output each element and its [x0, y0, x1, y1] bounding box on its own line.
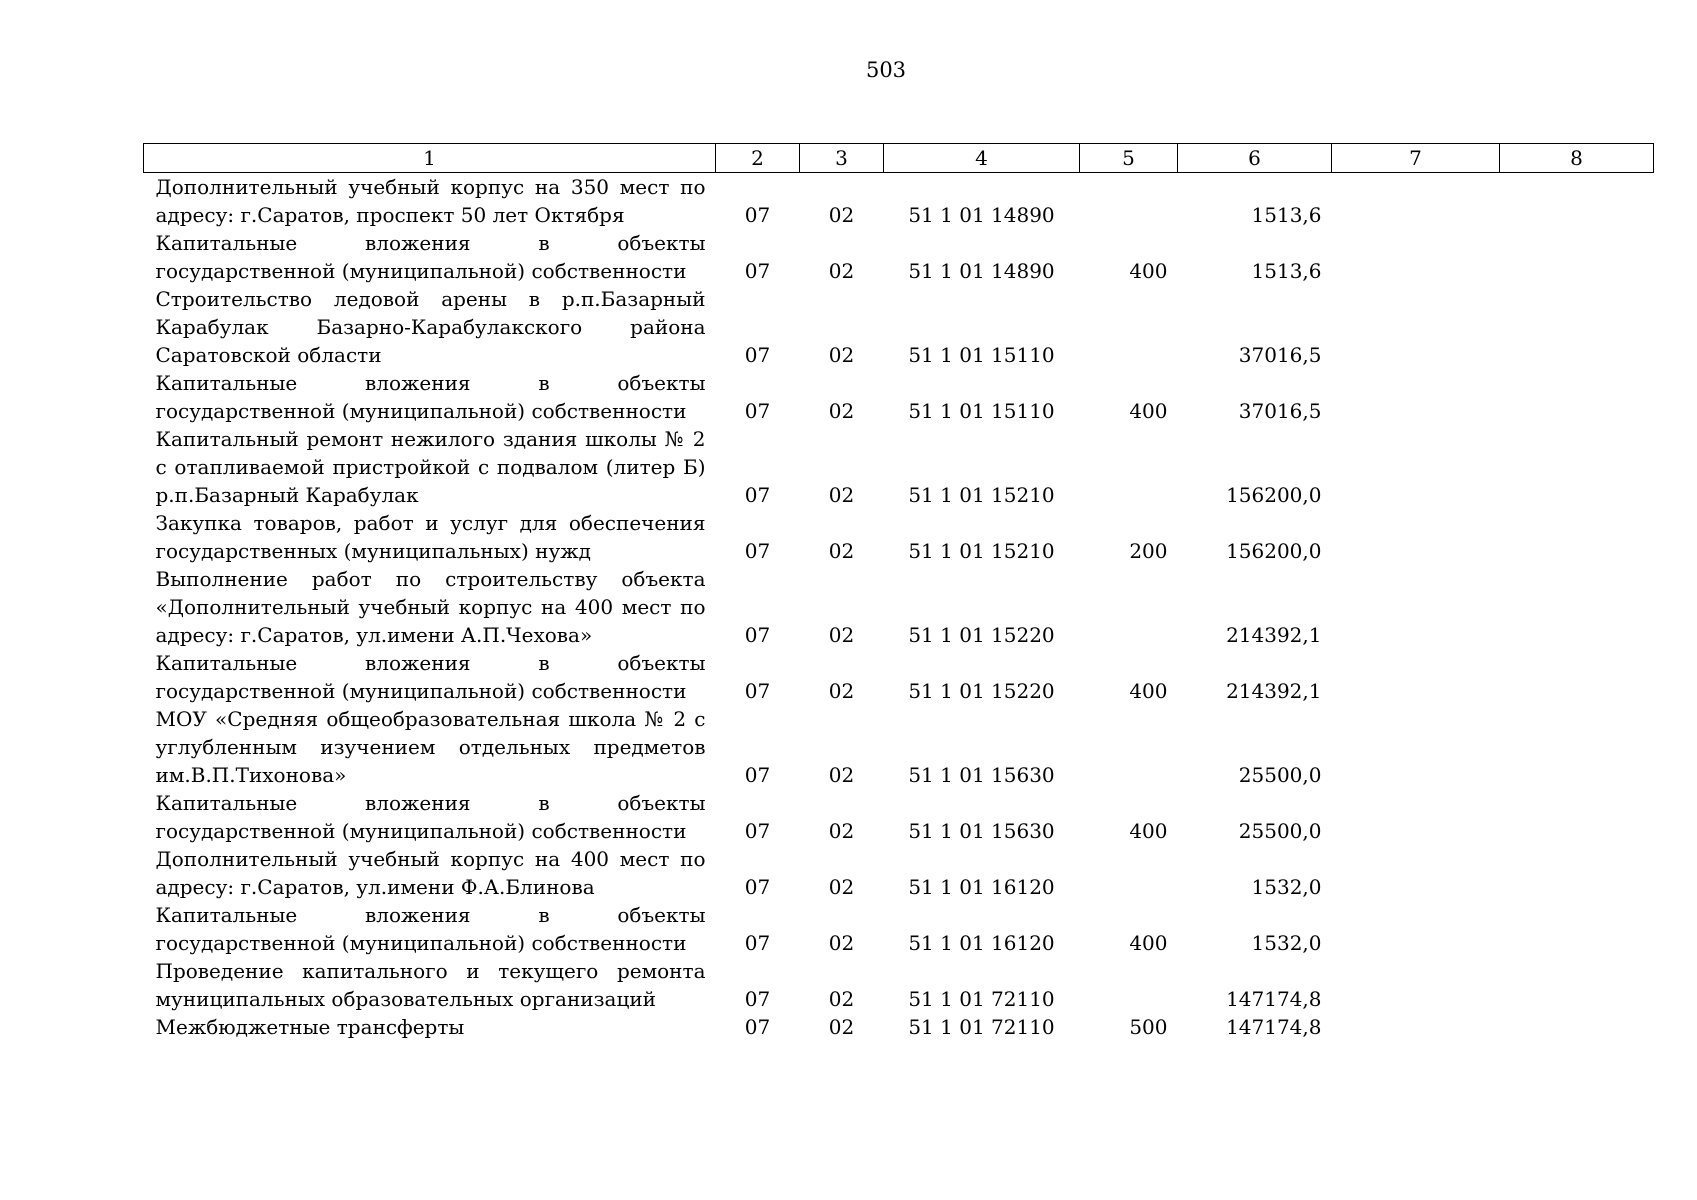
column-7-cell: [1332, 1013, 1500, 1041]
section-code-cell: 07: [744, 987, 771, 1011]
expense-type-cell: 400: [1129, 399, 1168, 423]
target-article-cell: 51 1 01 14890: [908, 203, 1055, 227]
column-7-cell: [1332, 957, 1500, 1013]
expense-name-cell: Капитальные вложения в объекты государственной (муниципальной) собственности: [155, 903, 706, 955]
expense-name-cell: Выполнение работ по строительству объекта «Дополнительный учебный корпус на 400 мест по адресу: г.Саратов, ул.имени А.П.Чехова»: [155, 567, 706, 647]
expense-type-cell: 400: [1129, 931, 1168, 955]
column-header-5: 5: [1080, 144, 1178, 173]
column-header-3: 3: [800, 144, 884, 173]
table-row: [144, 425, 1654, 509]
section-code-cell: 07: [744, 259, 771, 283]
section-code-cell: 07: [744, 483, 771, 507]
column-7-cell: [1332, 285, 1500, 369]
amount-cell: 25500,0: [1238, 763, 1322, 787]
target-article-cell: 51 1 01 15110: [908, 343, 1055, 367]
expense-name-cell: МОУ «Средняя общеобразовательная школа № 2 с углубленным изучением отдельных предметов им.В.П.Тихонова»: [155, 707, 706, 787]
expense-name-cell: Закупка товаров, работ и услуг для обеспечения государственных (муниципальных) нужд: [155, 511, 706, 563]
target-article-cell: 51 1 01 15630: [908, 819, 1055, 843]
expense-name-cell: Капитальные вложения в объекты государственной (муниципальной) собственности: [155, 791, 706, 843]
section-code-cell: 07: [744, 819, 771, 843]
target-article-cell: 51 1 01 72110: [908, 1015, 1055, 1039]
expense-type-cell: [1080, 285, 1178, 369]
section-code-cell: 07: [744, 1015, 771, 1039]
table-row: [144, 229, 1654, 285]
subsection-code-cell: 02: [828, 875, 855, 899]
expense-type-cell: [1080, 705, 1178, 789]
table-row: [144, 565, 1654, 649]
subsection-code-cell: 02: [828, 987, 855, 1011]
column-7-cell: [1332, 173, 1500, 230]
section-code-cell: 07: [744, 931, 771, 955]
column-7-cell: [1332, 845, 1500, 901]
column-7-cell: [1332, 565, 1500, 649]
column-8-cell: [1500, 901, 1654, 957]
column-8-cell: [1500, 173, 1654, 230]
section-code-cell: 07: [744, 399, 771, 423]
expense-name-cell: Межбюджетные трансферты: [155, 1015, 465, 1039]
target-article-cell: 51 1 01 15210: [908, 539, 1055, 563]
amount-cell: 37016,5: [1238, 343, 1322, 367]
table-row: [144, 957, 1654, 1013]
column-header-8: 8: [1500, 144, 1654, 173]
section-code-cell: 07: [744, 623, 771, 647]
section-code-cell: 07: [744, 679, 771, 703]
expense-name-cell: Капитальные вложения в объекты государственной (муниципальной) собственности: [155, 371, 706, 423]
subsection-code-cell: 02: [828, 623, 855, 647]
subsection-code-cell: 02: [828, 819, 855, 843]
section-code-cell: 07: [744, 875, 771, 899]
subsection-code-cell: 02: [828, 931, 855, 955]
subsection-code-cell: 02: [828, 483, 855, 507]
column-7-cell: [1332, 509, 1500, 565]
amount-cell: 1513,6: [1251, 259, 1322, 283]
table-row: [144, 845, 1654, 901]
subsection-code-cell: 02: [828, 259, 855, 283]
column-7-cell: [1332, 229, 1500, 285]
expense-name-cell: Капитальный ремонт нежилого здания школы № 2 с отапливаемой пристройкой с подвалом (литер Б) р.п.Базарный Карабулак: [155, 427, 706, 507]
header-row: [144, 144, 1654, 173]
amount-cell: 1532,0: [1251, 931, 1322, 955]
table-row: [144, 1013, 1654, 1041]
column-8-cell: [1500, 789, 1654, 845]
column-7-cell: [1332, 369, 1500, 425]
amount-cell: 156200,0: [1226, 483, 1322, 507]
subsection-code-cell: 02: [828, 763, 855, 787]
target-article-cell: 51 1 01 15220: [908, 679, 1055, 703]
page-number: 503: [865, 58, 907, 82]
expense-name-cell: Капитальные вложения в объекты государственной (муниципальной) собственности: [155, 231, 706, 283]
expense-name-cell: Строительство ледовой арены в р.п.Базарный Карабулак Базарно-Карабулакского района Саратовской области: [155, 287, 706, 367]
section-code-cell: 07: [744, 343, 771, 367]
column-8-cell: [1500, 565, 1654, 649]
amount-cell: 1513,6: [1251, 203, 1322, 227]
amount-cell: 25500,0: [1238, 819, 1322, 843]
target-article-cell: 51 1 01 15210: [908, 483, 1055, 507]
budget-table: [143, 143, 1654, 1041]
subsection-code-cell: 02: [828, 679, 855, 703]
amount-cell: 1532,0: [1251, 875, 1322, 899]
target-article-cell: 51 1 01 15630: [908, 763, 1055, 787]
expense-type-cell: [1080, 173, 1178, 230]
column-8-cell: [1500, 1013, 1654, 1041]
column-8-cell: [1500, 369, 1654, 425]
expense-type-cell: 200: [1129, 539, 1168, 563]
column-8-cell: [1500, 509, 1654, 565]
expense-type-cell: 500: [1129, 1015, 1168, 1039]
subsection-code-cell: 02: [828, 399, 855, 423]
expense-type-cell: 400: [1129, 259, 1168, 283]
subsection-code-cell: 02: [828, 1015, 855, 1039]
column-8-cell: [1500, 425, 1654, 509]
table-row: [144, 173, 1654, 230]
table-body: [144, 173, 1654, 1042]
target-article-cell: 51 1 01 72110: [908, 987, 1055, 1011]
column-8-cell: [1500, 705, 1654, 789]
column-8-cell: [1500, 845, 1654, 901]
amount-cell: 37016,5: [1238, 399, 1322, 423]
column-header-4: 4: [884, 144, 1080, 173]
table-row: [144, 509, 1654, 565]
column-7-cell: [1332, 789, 1500, 845]
column-header-6: 6: [1178, 144, 1332, 173]
expense-name-cell: Дополнительный учебный корпус на 350 мест по адресу: г.Саратов, проспект 50 лет Октября: [155, 175, 706, 227]
column-7-cell: [1332, 705, 1500, 789]
table-row: [144, 649, 1654, 705]
expense-type-cell: [1080, 565, 1178, 649]
expense-type-cell: [1080, 957, 1178, 1013]
column-8-cell: [1500, 957, 1654, 1013]
column-8-cell: [1500, 229, 1654, 285]
amount-cell: 147174,8: [1226, 1015, 1322, 1039]
target-article-cell: 51 1 01 16120: [908, 875, 1055, 899]
expense-name-cell: Дополнительный учебный корпус на 400 мест по адресу: г.Саратов, ул.имени Ф.А.Блинова: [155, 847, 706, 899]
table-row: [144, 285, 1654, 369]
expense-type-cell: 400: [1129, 679, 1168, 703]
column-header-1: 1: [144, 144, 716, 173]
column-8-cell: [1500, 649, 1654, 705]
expense-type-cell: [1080, 845, 1178, 901]
subsection-code-cell: 02: [828, 539, 855, 563]
expense-name-cell: Капитальные вложения в объекты государственной (муниципальной) собственности: [155, 651, 706, 703]
section-code-cell: 07: [744, 763, 771, 787]
column-header-2: 2: [716, 144, 800, 173]
target-article-cell: 51 1 01 15110: [908, 399, 1055, 423]
column-7-cell: [1332, 649, 1500, 705]
section-code-cell: 07: [744, 539, 771, 563]
table-row: [144, 901, 1654, 957]
expense-type-cell: [1080, 425, 1178, 509]
subsection-code-cell: 02: [828, 203, 855, 227]
amount-cell: 214392,1: [1226, 623, 1322, 647]
column-8-cell: [1500, 285, 1654, 369]
table-row: [144, 369, 1654, 425]
column-header-7: 7: [1332, 144, 1500, 173]
target-article-cell: 51 1 01 16120: [908, 931, 1055, 955]
column-7-cell: [1332, 901, 1500, 957]
target-article-cell: 51 1 01 15220: [908, 623, 1055, 647]
section-code-cell: 07: [744, 203, 771, 227]
target-article-cell: 51 1 01 14890: [908, 259, 1055, 283]
amount-cell: 156200,0: [1226, 539, 1322, 563]
expense-name-cell: Проведение капитального и текущего ремонта муниципальных образовательных организаций: [155, 959, 706, 1011]
table-row: [144, 789, 1654, 845]
subsection-code-cell: 02: [828, 343, 855, 367]
table-row: [144, 705, 1654, 789]
expense-type-cell: 400: [1129, 819, 1168, 843]
amount-cell: 147174,8: [1226, 987, 1322, 1011]
column-7-cell: [1332, 425, 1500, 509]
amount-cell: 214392,1: [1226, 679, 1322, 703]
